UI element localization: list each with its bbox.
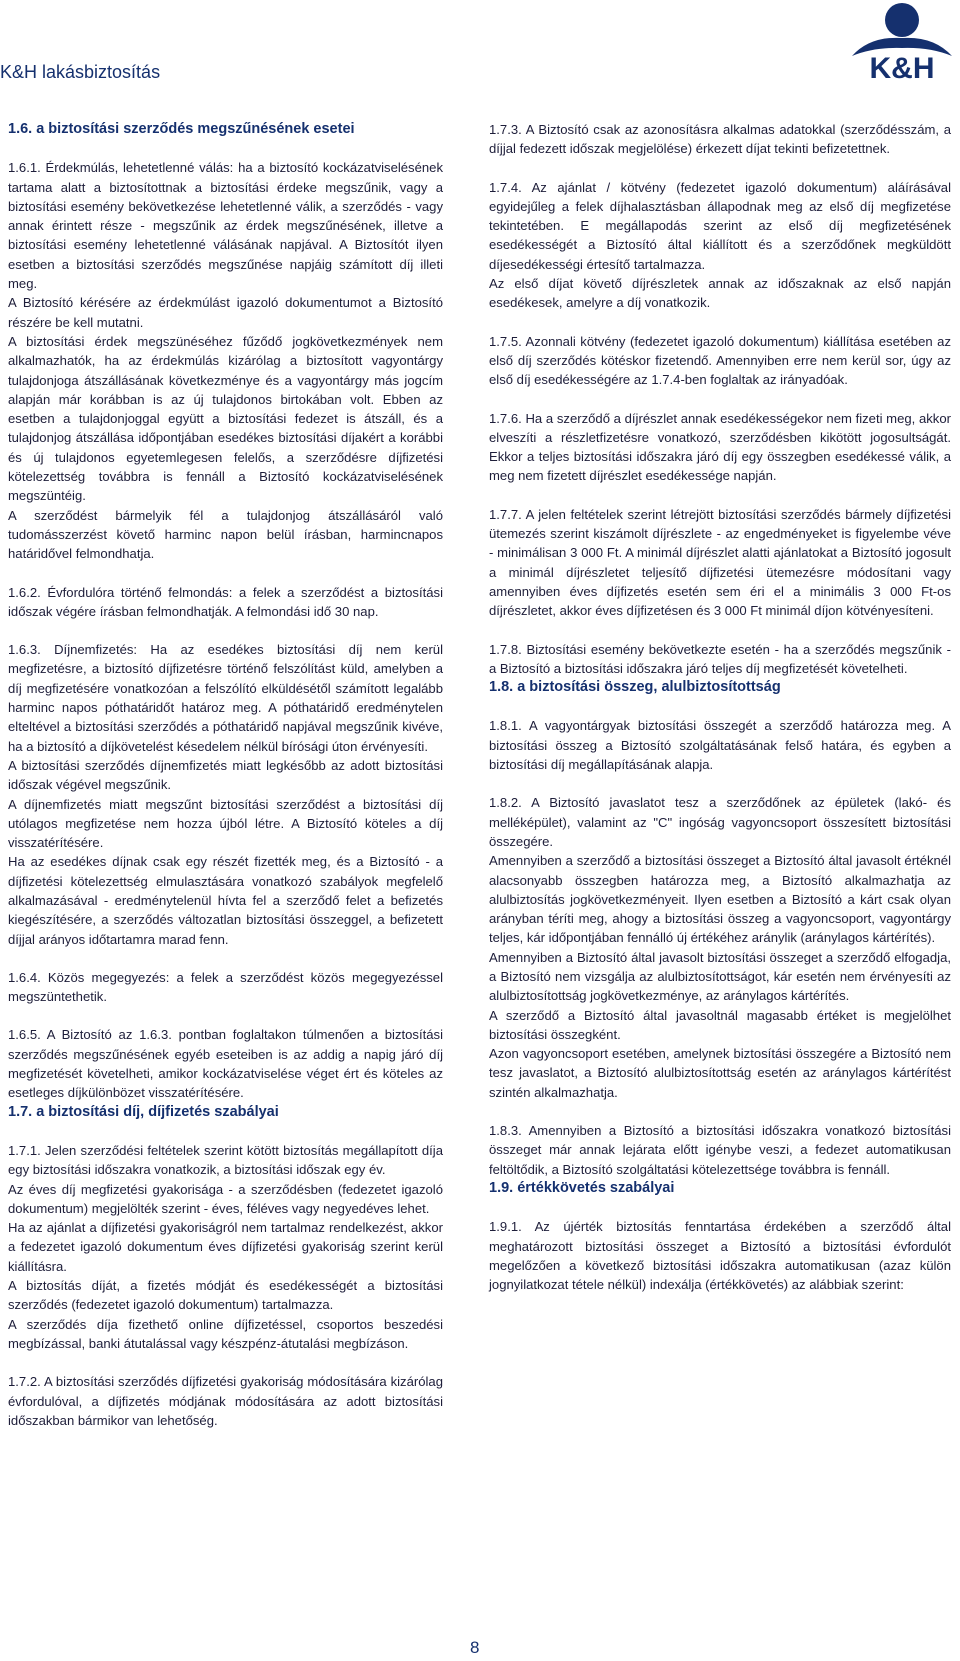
paragraph-p174a: 1.7.4. Az ajánlat / kötvény (fedezetet igazoló dokumentum) aláírásával egyidejűleg a felek díjhalasztásban állapodnak meg az első díj megfizetése tekintetében. E megállapodás szerint az első díj megfizetésének esedékességét a Biztosító által kiállított és a szerződőnek megküldött díjesedékességi értesítő tartalmazza.	[489, 179, 951, 272]
paragraph-p183: 1.8.3. Amennyiben a Biztosító a biztosítási időszakra vonatkozó biztosítási összeget már annak lejárata előtt igénybe veszi, a fedezet automatikusan feltöltődik, a Biztosító szolgáltatási kötelezettsége továbbra is fennáll.	[489, 1123, 951, 1177]
paragraph-p171c: Ha az ajánlat a díjfizetési gyakoriságról nem tartalmaz rendelkezést, akkor a fedezetet igazoló dokumentum éves díjfizetési gyakoriság szerint kerül kiállításra.	[8, 1220, 443, 1274]
paragraph-p175: 1.7.5. Azonnali kötvény (fedezetet igazoló dokumentum) kiállítása esetében az első díj szerződés kötéskor fizetendő. Amennyiben erre nem kerül sor, úgy az első díj esedékességére az 1.7.4-ben foglaltak az irányadóak.	[489, 333, 951, 388]
paragraph-p171d: A biztosítás díját, a fizetés módját és esedékességét a biztosítási szerződés (fedezetet igazoló dokumentum) tartalmazza.	[8, 1278, 443, 1313]
right-column	[489, 120, 951, 1294]
kh-logo-text: K&H	[869, 52, 935, 82]
paragraph-p171a: 1.7.1. Jelen szerződési feltételek szerint kötött biztosítás megállapított díja egy biztosítási időszakra vonatkozik, a biztosítási időszak egy év.	[8, 1142, 443, 1178]
paragraph-p182b: Amennyiben a szerződő a biztosítási összeget a Biztosító által javasolt értéknél alacsonyabb összegben határozza meg, a Biztosító alkalmazhatja az alulbiztosítás jogkövetkezményeit. Ilyen esetben a Biztosító a kárt csak olyan arányban téríti meg, ahogy a biztosítási összeg a vagyoncsoport, vagyontárgy teljes, kár időpontjában fennálló új értékéhez aránylik (aránylagos kártérítés).	[489, 853, 951, 946]
paragraph-p165: 1.6.5. A Biztosító az 1.6.3. pontban foglaltakon túlmenően a biztosítási szerződés megszűnésének egyéb eseteiben is az addig a napig járó díj megfizetését követelheti, amikor kockázatviselése véget ért és köteles az esetleges díjkülönbözet visszatérítésére.	[8, 1027, 443, 1101]
paragraph-p171e: A szerződés díja fizethető online díjfizetéssel, csoportos beszedési megbízással, banki átutalással vagy készpénz-átutalási megbízáson.	[8, 1316, 443, 1351]
paragraph-p163a: 1.6.3. Díjnemfizetés: Ha az esedékes biztosítási díj nem kerül megfizetésre, a biztosító díjfizetésre történő felszólítást küld, amelyben a díj megfizetésére vonatkozóan a felszólító elküldésétől számított legalább harminc napos póthatáridőt határoz meg. A póthatáridő eredménytelen elteltével a biztosítási szerződés a póthatáridő napjával megszűnik kivéve, ha a biztosító a díjkövetelést késedelem nélkül bírósági úton érvényesíti.	[8, 642, 443, 754]
paragraph-p173: 1.7.3. A Biztosító csak az azonosításra alkalmas adatokkal (szerződésszám, a díjjal fedezett időszak megjelölése) érkezett díjat tekinti befizetettnek.	[489, 122, 951, 157]
section-heading-h18: 1.8. a biztosítási összeg, alulbiztosítottság	[489, 679, 781, 696]
paragraph-p161a: 1.6.1. Érdekmúlás, lehetetlenné válás: ha a biztosító kockázatviselésének tartama alatt a biztosítottnak a biztosítási érdeke megszűnik, vagy a biztosítási esemény bekövetkezése lehetetlenné válik, a szerződés - vagy annak érintett része - megszűnik az érdek megszűnésének, illetve a biztosítási esemény lehetetlenné válásának napjával. A Biztosítót ilyen esetben a biztosítási szerződés megszűnése napjáig számított díj illeti meg.	[8, 160, 443, 292]
paragraph-p161c: A biztosítási érdek megszünéséhez fűződő jogkövetkezmények nem alkalmazhatók, ha az érdekmúlás kizárólag a biztosított vagyontárgy tulajdonjoga átszállásának következménye és a vagyontárgy más jogcím alapján már korábban is az új tulajdonos birtokában volt. Ebben az esetben a tulajdonjoggal együtt a biztosítási fedezet is átszáll, és a tulajdonjog átszállása időpontjában esedékes biztosítási díjakért a korábbi és új tulajdonos egyetemlegesen felelős, a szerződésre díjfizetési kötelezettség továbbra is fennáll a Biztosító kockázatviselésének megszüntéig.	[8, 333, 443, 504]
paragraph-p163c: A díjnemfizetés miatt megszűnt biztosítási szerződést a biztosítási díj utólagos megfizetése nem hozza újból létre. A Biztosító köteles a díj visszatérítésére.	[8, 796, 443, 851]
paragraph-p163d: Ha az esedékes díjnak csak egy részét fizették meg, és a Biztosító - a díjfizetési kötelezettség elmulasztására vonatkozó szabályok megfelelő alkalmazásával - eredménytelenül hívta fel a szerződő felet a befizetés kiegészítésére, a szerződés változatlan biztosítási összeggel, a befizetett díjjal arányos időtartamra marad fenn.	[8, 854, 443, 947]
left-column	[8, 120, 443, 1430]
document-title: K&H lakásbiztosítás	[0, 62, 161, 82]
paragraph-p162: 1.6.2. Évfordulóra történő felmondás: a felek a szerződést a biztosítási időszak végére írásban felmondhatják. A felmondási idő 30 nap.	[8, 584, 443, 619]
paragraph-p177: 1.7.7. A jelen feltételek szerint létrejött biztosítási szerződés bármely díjfizetési ütemezés szerint kiszámolt díjrészlete - az engedményeket is figyelembe véve - minimálisan 3 000 Ft. A minimál díjrészlet alatti ajánlatokat a Biztosító jogosult a minimál díjrészletet teljesítő díjfizetési ütemezésre módosítani vagy amennyiben éves díjfizetés esetén sem éri el a minimális 3 000 Ft-os díjrészletet, akkor éves díjfizetésen és 3 000 Ft minimál díjon kötvényesíteni.	[489, 506, 951, 619]
section-heading-h19: 1.9. értékkövetés szabályai	[489, 1179, 675, 1196]
paragraph-p163b: A biztosítási szerződés díjnemfizetés miatt legkésőbb az adott biztosítási időszak végével megszűnik.	[8, 757, 443, 793]
paragraph-p182d: A szerződő a Biztosító által javasoltnál magasabb értéket is megjelölhet biztosítási összegként.	[489, 1007, 951, 1042]
page-number: 8	[470, 1638, 480, 1657]
paragraph-p176: 1.7.6. Ha a szerződő a díjrészlet annak esedékességekor nem fizeti meg, akkor elveszíti a részletfizetésre vonatkozó, szerződésben kikötött jogosultságát. Ekkor a teljes biztosítási időszakra járó díj egy összegben esedékessé válik, a meg nem fizetett díjrészlet esedékessége napján.	[489, 410, 951, 484]
paragraph-p182e: Azon vagyoncsoport esetében, amelynek biztosítási összegére a Biztosító nem tesz javaslatot, a Biztosító alulbiztosítottság esetén az aránylagos kártérítést szintén alkalmazhatja.	[489, 1046, 951, 1100]
paragraph-p182c: Amennyiben a Biztosító által javasolt biztosítási összeget a szerződő elfogadja, a Biztosító nem vizsgálja az alulbiztosítottságot, kár esetén nem érvényesíti az alulbiztosítottság jogkövetkezménye, az aránylagos kártérítés.	[489, 949, 951, 1004]
paragraph-p161b: A Biztosító kérésére az érdekmúlást igazoló dokumentumot a Biztosító részére be kell mutatni.	[8, 295, 443, 330]
paragraph-p164: 1.6.4. Közös megegyezés: a felek a szerződést közös megegyezéssel megszüntethetik.	[8, 969, 443, 1005]
paragraph-p181: 1.8.1. A vagyontárgyak biztosítási összegét a szerződő határozza meg. A biztosítási összeg a Biztosító szolgáltatásának felső határa, és egyben a biztosítási díj megállapításának alapja.	[489, 718, 951, 773]
section-heading-h16: 1.6. a biztosítási szerződés megszűnésének esetei	[8, 121, 355, 137]
section-heading-h17: 1.7. a biztosítási díj, díjfizetés szabályai	[8, 1103, 279, 1120]
paragraph-p182a: 1.8.2. A Biztosító javaslatot tesz a szerződőnek az épületek (lakó- és melléképület), valamint az "C" ingóság vagyoncsoport összesített biztosítási összegére.	[489, 795, 951, 849]
kh-logo	[850, 0, 954, 82]
paragraph-p174b: Az első díjat követő díjrészletek annak az időszaknak az első napján esedékesek, amelyre a díj vonatkozik.	[489, 276, 951, 311]
paragraph-p161d: A szerződést bármelyik fél a tulajdonjog átszállásáról való tudomásszerzést követő harminc napon belül írásban, harmincnapos határidővel felmondhatja.	[8, 507, 443, 562]
paragraph-p171b: Az éves díj megfizetési gyakorisága - a szerződésben (fedezetet igazoló dokumentum) megjelölték szerint - éves, féléves vagy negyedéves lehet.	[8, 1181, 443, 1216]
kh-logo-icon	[850, 0, 954, 82]
paragraph-p178: 1.7.8. Biztosítási esemény bekövetkezte esetén - ha a szerződés megszűnik - a Biztosító a biztosítási időszakra járó teljes díj megfizetését követelheti.	[489, 641, 951, 676]
paragraph-p172: 1.7.2. A biztosítási szerződés díjfizetési gyakoriság módosítására kizárólag évfordulóval, a díjfizetés módjának módosítására az adott biztosítási időszakban bármikor van lehetőség.	[8, 1374, 443, 1428]
paragraph-p191: 1.9.1. Az újérték biztosítás fenntartása érdekében a szerződő által meghatározott biztosítási összeget a Biztosító a biztosítási évfordulót megelőzően a következő biztosítási időszakra automatikusan (azaz külön jognyilatkozat tétele nélkül) indexálja (értékkövetés) az alábbiak szerint:	[489, 1219, 951, 1293]
